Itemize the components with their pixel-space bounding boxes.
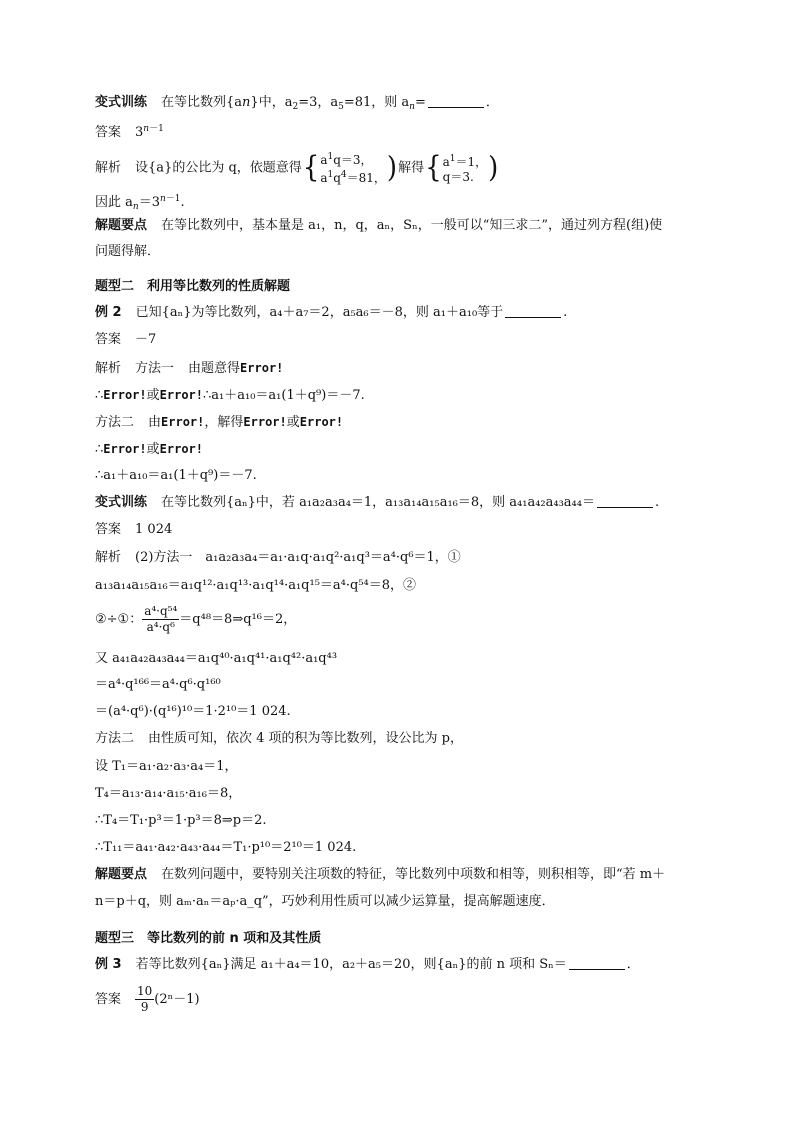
example-2-line-5: ∴a₁＋a₁₀＝a₁(1＋q⁹)＝－7. bbox=[95, 468, 257, 483]
answer-blank[interactable] bbox=[505, 305, 561, 318]
example-3-answer: 答案 $\frac{10}{9}$ (2ⁿ－1) bbox=[95, 984, 200, 1014]
variant-2-answer: 答案 1 024 bbox=[95, 522, 173, 537]
answer-blank[interactable] bbox=[569, 957, 625, 970]
variant-1-key-2: 问题得解． bbox=[95, 244, 161, 259]
example-2-line-4: ∴Error!或Error! bbox=[95, 442, 204, 457]
answer-blank[interactable] bbox=[428, 95, 484, 108]
example-2-question: 例 2 已知{aₙ}为等比数列，a₄＋a₇＝2，a₅a₆＝－8，则 a₁＋a₁₀等于 . bbox=[95, 305, 568, 320]
variant-2-key-1: 解题要点 在数列问题中，要特别关注项数的特征，等比数列中项数和相等，则积相等，即“若 m＋ bbox=[95, 867, 666, 882]
variant-1-key: 解题要点 在等比数列中，基本量是 a₁，n，q，aₙ，Sₙ，一般可以“知三求二”，通过列方程(组)使 bbox=[95, 218, 663, 233]
equation-system-2: $a^1=1$， q＝3. bbox=[442, 153, 488, 184]
example-2-line-2: ∴Error!或Error!∴a₁＋a₁₀＝a₁(1＋q⁹)＝－7. bbox=[95, 388, 365, 403]
fraction: $\frac{\text{a⁴·q⁵⁴}}{\text{a⁴·q⁶}}$ bbox=[144, 604, 178, 634]
answer-blank[interactable] bbox=[597, 495, 653, 508]
variant-2-key-2: n＝p＋q，则 aₘ·aₙ＝aₚ·a_q”，巧妙利用性质可以减少运算量，提高解题速度． bbox=[95, 894, 555, 909]
variant-2-m2-line-3: T₄＝a₁₃·a₁₄·a₁₅·a₁₆＝8， bbox=[95, 786, 242, 801]
variant-2-m1-line-1: 解析 (2)方法一 a₁a₂a₃a₄＝a₁·a₁q·a₁q²·a₁q³＝a⁴·q⁶＝1，① bbox=[95, 550, 461, 565]
variant-1-question: 变式训练 在等比数列{an}中，$a_2=3$，$a_5=81$，则 $a_n=$ ． bbox=[95, 95, 499, 112]
analysis-label: 解析 bbox=[95, 160, 122, 176]
variant-label: 变式训练 bbox=[95, 95, 148, 110]
example-2-method-1: 解析 方法一 由题意得Error! bbox=[95, 361, 284, 376]
variant-2-m2-line-2: 设 T₁＝a₁·a₂·a₃·a₄＝1， bbox=[95, 759, 238, 774]
variant-2-question: 变式训练 在等比数列{aₙ}中，若 a₁a₂a₃a₄＝1，a₁₃a₁₄a₁₅a₁₆＝8，则 a₄₁a₄₂a₄₃a₄₄＝ . bbox=[95, 495, 660, 510]
variant-1-answer: 答案 $3^{n-1}$ bbox=[95, 124, 164, 140]
variant-2-m2-line-5: ∴T₁₁＝a₄₁·a₄₂·a₄₃·a₄₄＝T₁·p¹⁰＝2¹⁰＝1 024. bbox=[95, 840, 357, 855]
variant-2-line-5: ＝a⁴·q¹⁶⁶＝a⁴·q⁶·q¹⁶⁰ bbox=[95, 677, 221, 692]
variant-2-line-4: 又 a₄₁a₄₂a₄₃a₄₄＝a₁q⁴⁰·a₁q⁴¹·a₁q⁴²·a₁q⁴³ bbox=[95, 651, 338, 666]
key-label: 解题要点 bbox=[95, 218, 148, 233]
section-3-title: 题型三 等比数列的前 n 项和及其性质 bbox=[95, 931, 322, 946]
variant-1-analysis: 解析 设{a}的公比为 q，依题意得{$a^1q=3$， $a^1q^4=81$，)解得{$a^1=1$， q＝3. ) bbox=[95, 151, 499, 185]
example-2-answer: 答案 －7 bbox=[95, 332, 157, 347]
variant-2-line-6: ＝(a⁴·q⁶)·(q¹⁶)¹⁰＝1·2¹⁰＝1 024. bbox=[95, 704, 291, 719]
variant-2-division: ②÷①： $\frac{\text{a⁴·q⁵⁴}}{\text{a⁴·q⁶}}$ ＝q⁴⁸＝8⇒q¹⁶＝2， bbox=[95, 604, 297, 634]
fraction: $\frac{10}{9}$ bbox=[137, 984, 153, 1014]
variant-1-therefore: 因此 $a_n=3^{n-1}$. bbox=[95, 194, 185, 212]
variant-2-m1-line-2: a₁₃a₁₄a₁₅a₁₆＝a₁q¹²·a₁q¹³·a₁q¹⁴·a₁q¹⁵＝a⁴·q⁵⁴＝8，② bbox=[95, 578, 417, 593]
variant-2-m2-line-4: ∴T₄＝T₁·p³＝1·p³＝8⇒p＝2. bbox=[95, 813, 267, 828]
variant-2-m2-line-1: 方法二 由性质可知，依次 4 项的积为等比数列，设公比为 p， bbox=[95, 731, 464, 746]
example-2-method-2: 方法二 由Error!，解得Error!或Error! bbox=[95, 415, 344, 430]
answer-label: 答案 bbox=[95, 125, 122, 140]
section-2-title: 题型二 利用等比数列的性质解题 bbox=[95, 279, 291, 294]
equation-system-1: $a^1q=3$， $a^1q^4=81$， bbox=[320, 152, 386, 185]
example-3-question: 例 3 若等比数列{aₙ}满足 a₁＋a₄＝10，a₂＋a₅＝20，则{aₙ}的前 n 项和 Sₙ＝ ． bbox=[95, 957, 640, 972]
